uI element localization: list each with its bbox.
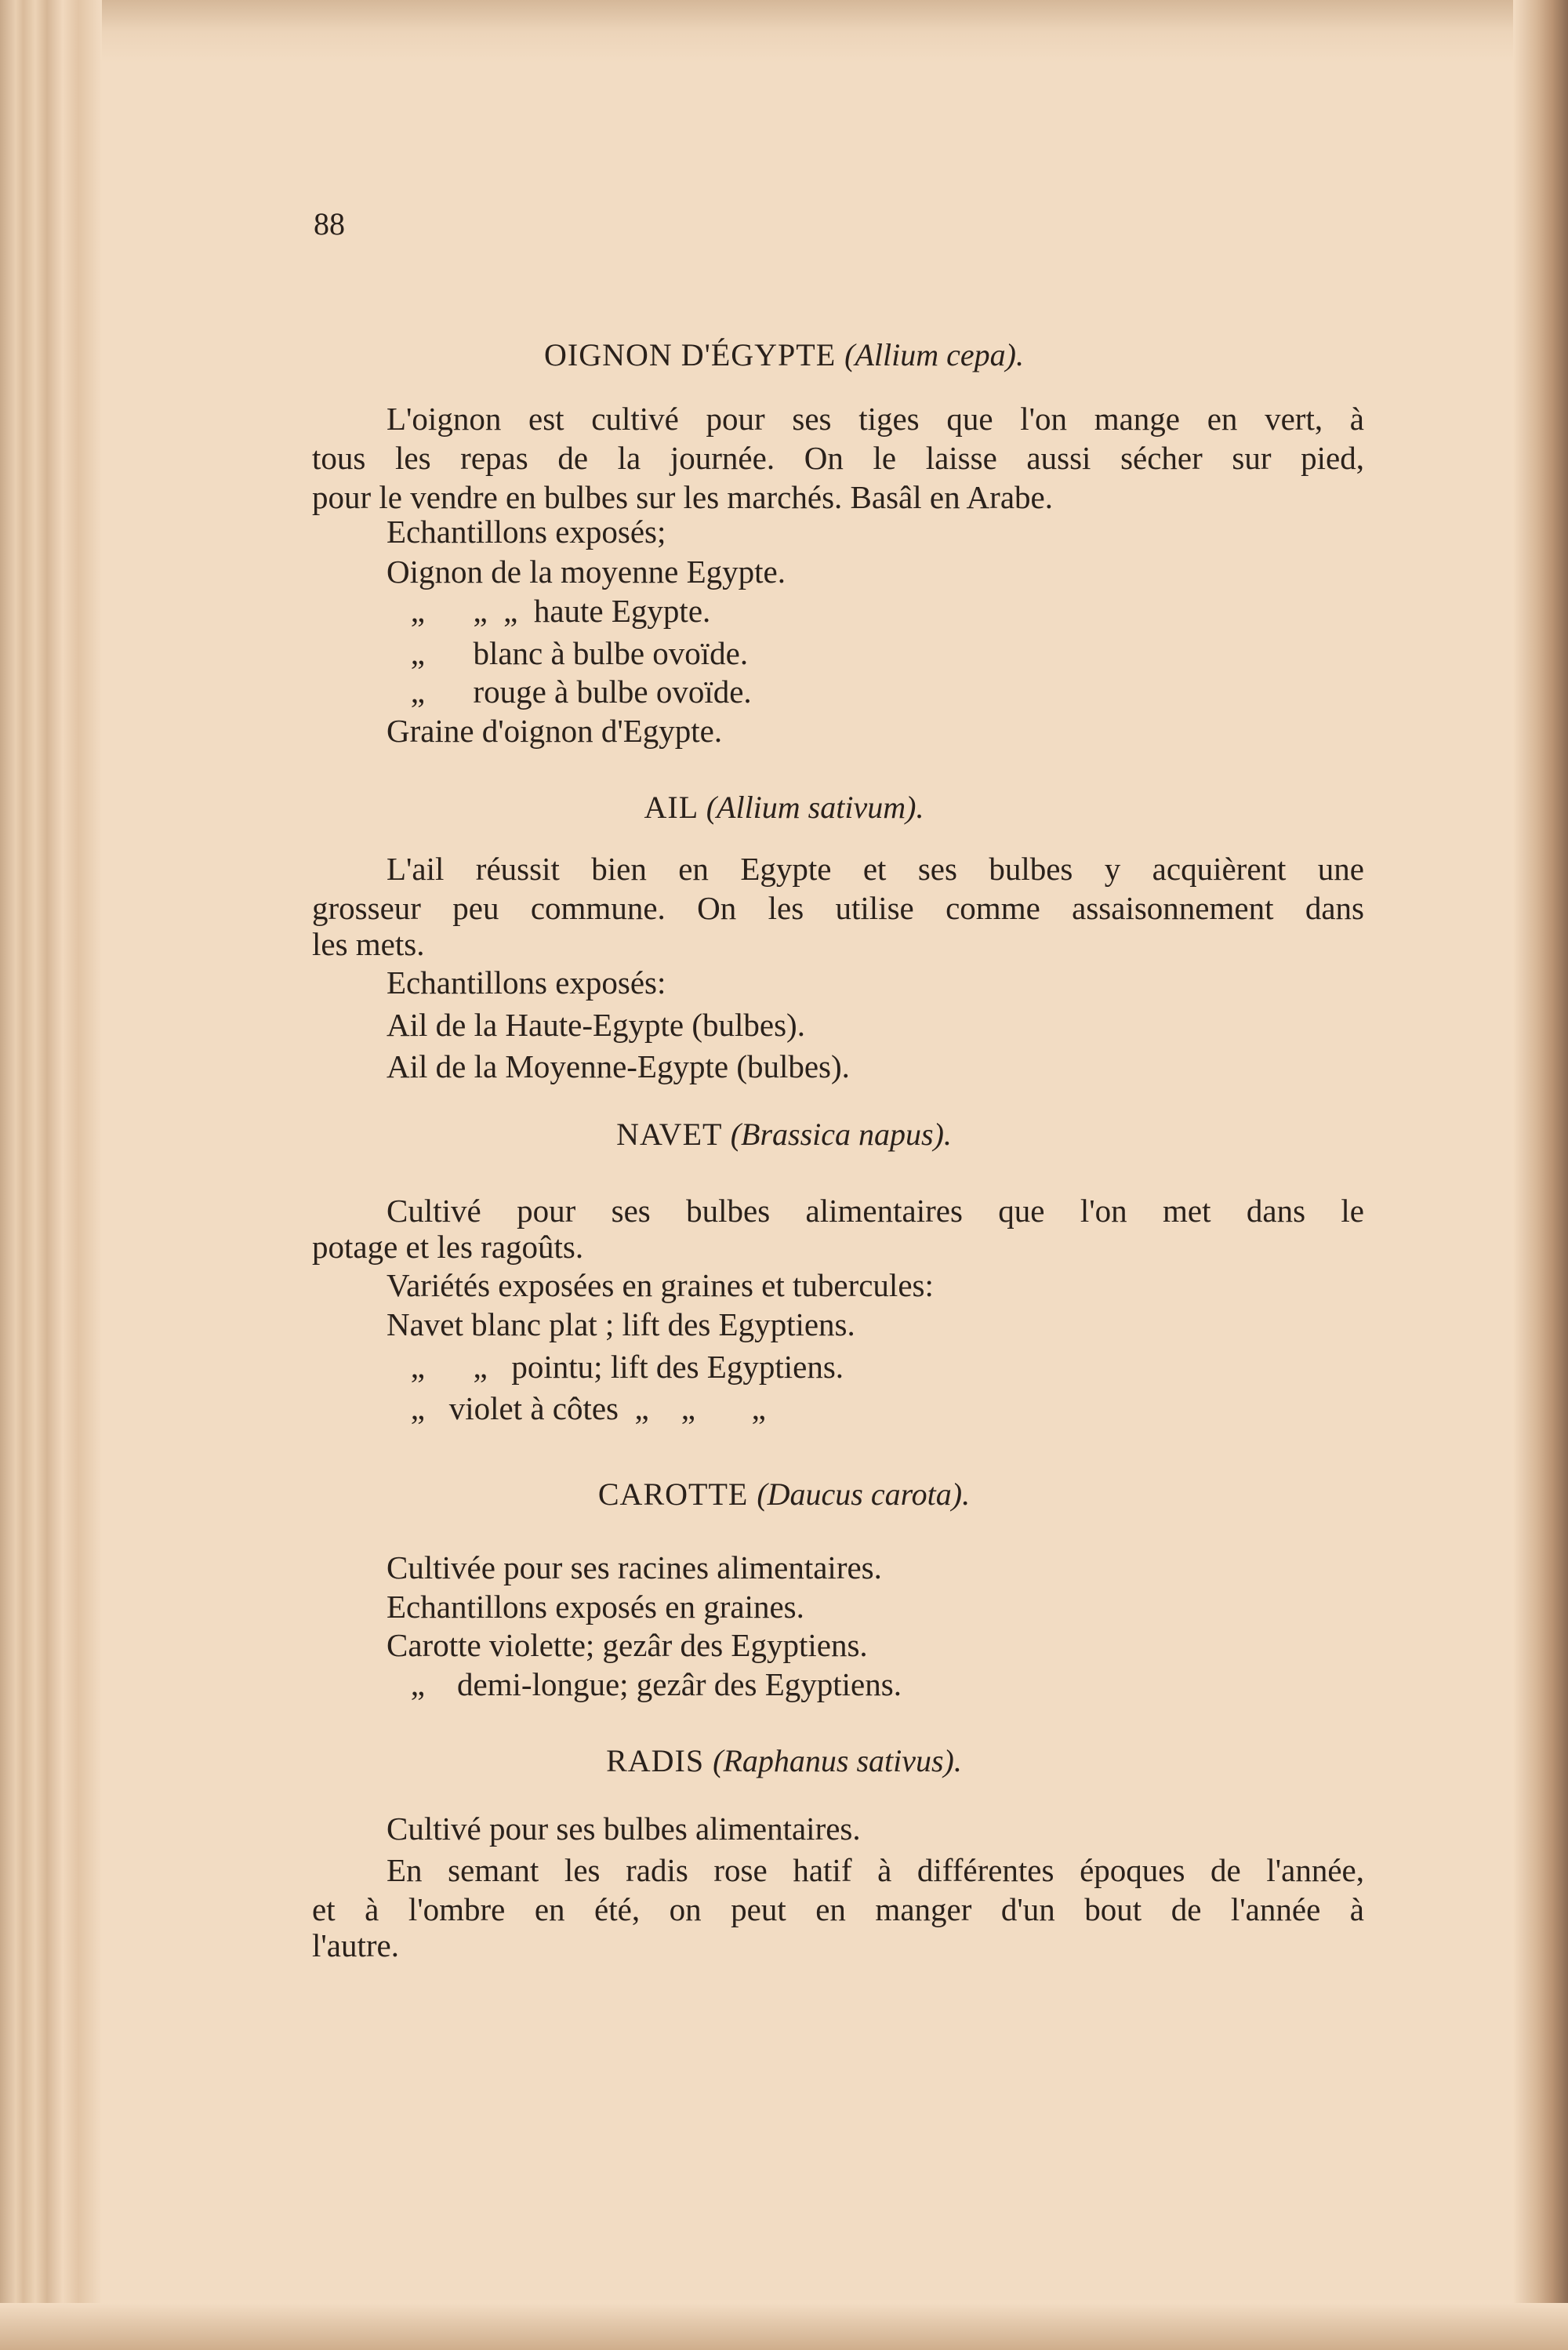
heading-title: RADIS: [606, 1743, 705, 1778]
list-line: „ blanc à bulbe ovoïde.: [387, 635, 749, 671]
list-line: „ „ „ haute Egypte.: [387, 593, 711, 629]
heading-latin-name: (Brassica napus).: [730, 1117, 952, 1152]
list-line: Echantillons exposés en graines.: [387, 1589, 804, 1625]
list-line: „ rouge à bulbe ovoïde.: [387, 674, 752, 710]
list-line: „ „ pointu; lift des Egyptiens.: [387, 1349, 844, 1385]
list-line: Ail de la Haute-Egypte (bulbes).: [387, 1007, 805, 1043]
paragraph-line: Cultivé pour ses bulbes alimentaires.: [387, 1811, 861, 1847]
list-line: Cultivée pour ses racines alimentaires.: [387, 1549, 882, 1585]
list-line: Carotte violette; gezâr des Egyptiens.: [387, 1627, 868, 1663]
paragraph-line: L'ail réussit bien en Egypte et ses bulbes y acquièrent une: [387, 851, 1364, 887]
list-line: Navet blanc plat ; lift des Egyptiens.: [387, 1306, 855, 1342]
heading-title: NAVET: [616, 1117, 722, 1152]
section-heading-carotte: [0, 1475, 1568, 1514]
list-line: Echantillons exposés:: [387, 964, 666, 1001]
list-line: Graine d'oignon d'Egypte.: [387, 713, 723, 749]
heading-latin-name: (Raphanus sativus).: [713, 1743, 962, 1778]
list-line: Echantillons exposés;: [387, 514, 666, 550]
heading-latin-name: (Allium sativum).: [706, 790, 924, 825]
section-heading-navet: [0, 1115, 1568, 1154]
list-line: „ violet à côtes „ „ „: [387, 1390, 766, 1426]
heading-title: CAROTTE: [597, 1476, 749, 1512]
paragraph-line: et à l'ombre en été, on peut en manger d'un bout de l'année à: [312, 1891, 1364, 1927]
paragraph-line: L'oignon est cultivé pour ses tiges que l'on mange en vert, à: [387, 401, 1364, 437]
paragraph-line: Cultivé pour ses bulbes alimentaires que l'on met dans le: [387, 1193, 1364, 1229]
paragraph-line: pour le vendre en bulbes sur les marchés. Basâl en Arabe.: [312, 479, 1053, 515]
page-stack-top-edge: [0, 0, 1568, 63]
paragraph-line: En semant les radis rose hatif à différentes époques de l'année,: [387, 1852, 1364, 1888]
list-line: Oignon de la moyenne Egypte.: [387, 554, 786, 590]
list-line: Ail de la Moyenne-Egypte (bulbes).: [387, 1048, 850, 1084]
paragraph-line: potage et les ragoûts.: [312, 1229, 584, 1265]
list-line: „ demi-longue; gezâr des Egyptiens.: [387, 1666, 902, 1702]
section-heading-ail: [0, 788, 1568, 827]
paragraph-line: tous les repas de la journée. On le laisse aussi sécher sur pied,: [312, 440, 1364, 476]
heading-title: AIL: [644, 790, 698, 825]
heading-title: OIGNON D'ÉGYPTE: [544, 337, 837, 372]
paragraph-line: les mets.: [312, 926, 425, 962]
heading-latin-name: (Daucus carota).: [757, 1476, 971, 1512]
paragraph-line: grosseur peu commune. On les utilise comme assaisonnement dans: [312, 890, 1364, 926]
page-bottom-edge: [0, 2303, 1568, 2350]
section-heading-radis: [0, 1742, 1568, 1781]
paragraph-line: l'autre.: [312, 1927, 399, 1963]
section-heading-oignon: [0, 336, 1568, 375]
heading-latin-name: (Allium cepa).: [844, 337, 1024, 372]
list-line: Variétés exposées en graines et tubercules:: [387, 1267, 934, 1303]
page-number: 88: [314, 206, 345, 242]
